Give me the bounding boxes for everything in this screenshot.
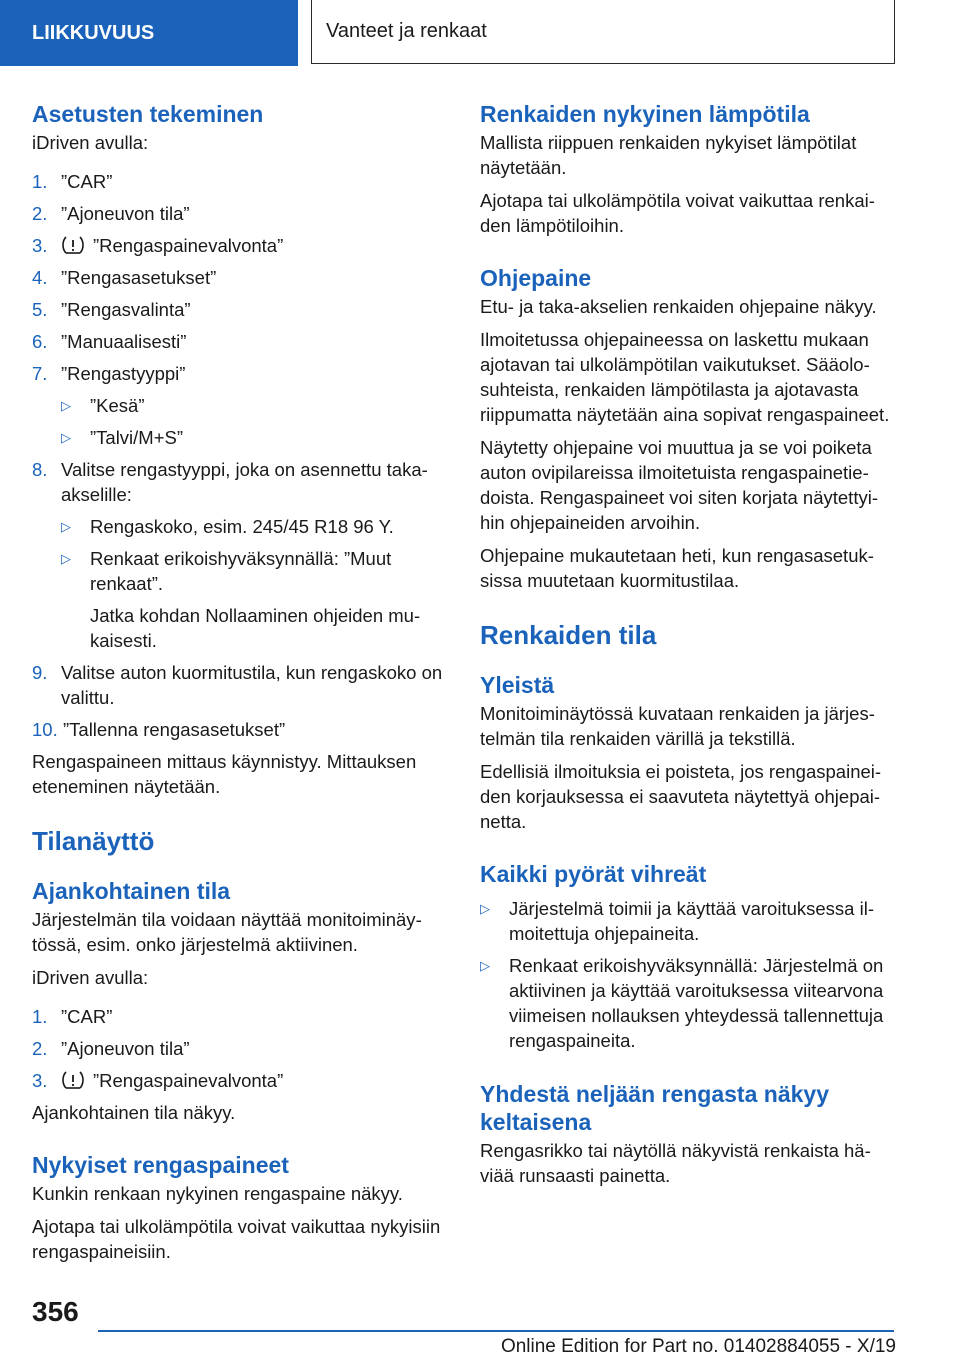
heading-current: Ajankohtainen tila [32, 878, 231, 904]
left-column [32, 100, 448, 1264]
target-text: Ohjepaine mukautetaan heti, kun rengasasetuksissa muutetaan kuormitustilaa. [480, 545, 874, 591]
triangle-bullet-icon: ▷ [61, 398, 71, 413]
general-text: Monitoiminäytössä kuvataan renkaiden ja järjestelmän tila renkaiden värillä ja tekstillä. [480, 703, 875, 749]
target-text: Etu- ja taka-akselien renkaiden ohjepaine näkyy. [480, 296, 877, 317]
list-item: 3. ”Rengaspainevalvonta” [32, 235, 284, 256]
page-number: 356 [32, 1296, 79, 1327]
sub-item: ▷ Renkaat erikoishyväksynnällä: ”Muut renkaat”. [61, 548, 392, 594]
section-tab: LIIKKUVUUS [0, 0, 298, 66]
heading-yellow: Yhdestä neljään rengasta näkyy keltaisena [480, 1081, 829, 1135]
right-column [480, 100, 892, 1188]
general-text: Edellisiä ilmoituksia ei poisteta, jos rengaspaineiden korjauksessa ei saavuteta näytettyä ohjepainetta. [480, 761, 882, 832]
sub-item: ▷ Rengaskoko, esim. 245/45 R18 96 Y. [61, 516, 394, 537]
heading-settings: Asetusten tekeminen [32, 101, 264, 127]
list-item: 8. Valitse rengastyyppi, joka on asennettu takaakselille: [32, 459, 428, 505]
footer-divider [98, 1330, 894, 1332]
heading-general: Yleistä [480, 672, 555, 698]
heading-temperature: Renkaiden nykyinen lämpötila [480, 101, 810, 127]
triangle-bullet-icon: ▷ [61, 551, 71, 566]
list-item: 2. ”Ajoneuvon tila” [32, 203, 190, 224]
target-text: Ilmoitetussa ohjepaineessa on laskettu mukaan ajotavan tai ulkolämpötilan vaikutukset. Sääolosuhteista, renkaiden lämpötilasta ja ajotavasta riippumatta näytetään aina sopivat rengaspaineet. [480, 329, 890, 425]
pressures-text: Kunkin renkaan nykyinen rengaspaine näkyy. [32, 1183, 403, 1204]
heading-status: Tilanäyttö [32, 826, 155, 856]
heading-all-green: Kaikki pyörät vihreät [480, 861, 707, 887]
idrive-intro: iDriven avulla: [32, 132, 149, 153]
current-text: Järjestelmän tila voidaan näyttää monitoiminäytössä, esim. onko järjestelmä aktiivinen. [32, 909, 422, 955]
list-item: 9. Valitse auton kuormitustila, kun rengaskoko on valittu. [32, 662, 443, 708]
pressures-text: Ajotapa tai ulkolämpötila voivat vaikuttaa nykyisiin rengaspaineisiin. [32, 1216, 441, 1262]
heading-pressures: Nykyiset rengaspaineet [32, 1152, 289, 1178]
measure-text: Rengaspaineen mittaus käynnistyy. Mittauksen eteneminen näytetään. [32, 751, 417, 797]
list-item: 6. ”Manuaalisesti” [32, 331, 187, 352]
list-item: 1. ”CAR” [32, 1006, 113, 1027]
sub-item: ▷ Renkaat erikoishyväksynnällä: Järjestelmä on aktiivinen ja käyttää varoituksessa viitearvona viimeisen nollauksen yhteydessä tallennettuja rengaspaineita. [480, 955, 884, 1051]
heading-tire-condition: Renkaiden tila [480, 620, 657, 650]
list-item: 5. ”Rengasvalinta” [32, 299, 191, 320]
yellow-text: Rengasrikko tai näytöllä näkyvistä renkaista häviää runsaasti painetta. [480, 1140, 871, 1186]
current-shown-text: Ajankohtainen tila näkyy. [32, 1102, 236, 1123]
list-item: 2. ”Ajoneuvon tila” [32, 1038, 190, 1059]
idrive-intro: iDriven avulla: [32, 967, 149, 988]
tire-pressure-icon [61, 1070, 85, 1090]
triangle-bullet-icon: ▷ [61, 430, 71, 445]
list-item: 7. ”Rengastyyppi” [32, 363, 186, 384]
list-item: 10. ”Tallenna rengasasetukset” [32, 719, 286, 740]
continuation-text: Jatka kohdan Nollaaminen ohjeiden mukaisesti. [90, 605, 421, 651]
sub-item: ▷ Järjestelmä toimii ja käyttää varoituksessa ilmoitettuja ohjepaineita. [480, 898, 874, 944]
list-item: 1. ”CAR” [32, 171, 113, 192]
temperature-text: Ajotapa tai ulkolämpötila voivat vaikuttaa renkaiden lämpötiloihin. [480, 190, 875, 236]
list-item: 4. ”Rengasasetukset” [32, 267, 217, 288]
chapter-title: Vanteet ja renkaat [311, 0, 895, 64]
temperature-text: Mallista riippuen renkaiden nykyiset lämpötilat näytetään. [480, 132, 857, 178]
list-item: 3. ”Rengaspainevalvonta” [32, 1070, 284, 1091]
triangle-bullet-icon: ▷ [480, 958, 490, 973]
target-text: Näytetty ohjepaine voi muuttua ja se voi poiketa auton ovipilareissa ilmoitetuista rengaspainetiedoista. Rengaspaineet voi siten korjata näytettyihin ohjepaineiden arvoihin. [480, 437, 878, 533]
triangle-bullet-icon: ▷ [480, 901, 490, 916]
page-header [0, 0, 960, 66]
heading-target-pressure: Ohjepaine [480, 265, 592, 291]
sub-item: ▷ ”Kesä” [61, 395, 145, 416]
triangle-bullet-icon: ▷ [61, 519, 71, 534]
sub-item: ▷ ”Talvi/M+S” [61, 427, 184, 448]
tire-pressure-icon [61, 235, 85, 255]
edition-text: Online Edition for Part no. 01402884055 - X/19 [500, 1336, 896, 1357]
